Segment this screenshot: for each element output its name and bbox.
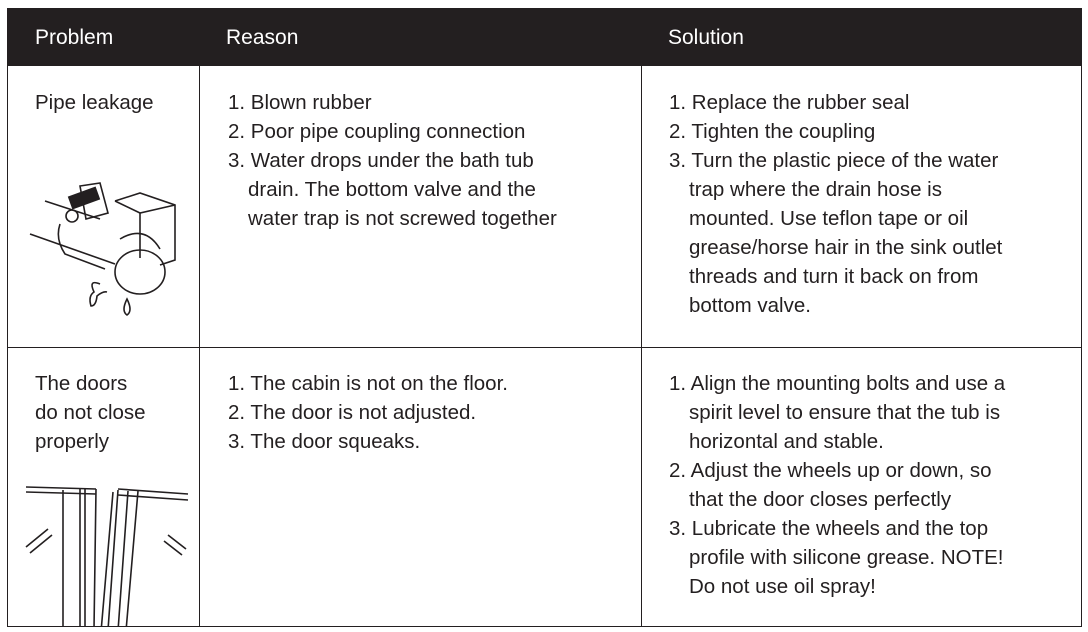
list-item-line: 2. Adjust the wheels up or down, so: [669, 459, 992, 482]
list-item-line: profile with silicone grease. NOTE!: [689, 546, 1004, 569]
list-item-line: 1. Replace the rubber seal: [669, 91, 910, 114]
column-divider: [199, 66, 200, 626]
list-item-line: 2. Tighten the coupling: [669, 120, 876, 143]
problem-doors-not-closing: [35, 369, 146, 456]
list-item-line: 1. Align the mounting bolts and use a: [669, 372, 1006, 395]
list-item-line: 3. Turn the plastic piece of the water: [669, 149, 999, 172]
problem-line: do not close: [35, 401, 146, 424]
header-problem: Problem: [35, 26, 114, 49]
list-item: [228, 146, 557, 233]
solutions-pipe-leakage: [669, 88, 1002, 320]
problem-pipe-leakage: Pipe leakage: [35, 91, 154, 114]
list-item-line: 3. Lubricate the wheels and the top: [669, 517, 989, 540]
reasons-pipe-leakage: [228, 88, 557, 233]
list-item: [669, 456, 1005, 514]
list-item-line: bottom valve.: [689, 294, 811, 317]
list-item-line: 1. The cabin is not on the floor.: [228, 372, 508, 395]
list-item-line: 2. The door is not adjusted.: [228, 401, 477, 424]
list-item-line: threads and turn it back on from: [689, 265, 979, 288]
list-item-line: spirit level to ensure that the tub is: [689, 401, 1001, 424]
door-seal-illustration: [18, 477, 193, 627]
table-header: [8, 9, 1081, 66]
list-item: [228, 369, 508, 398]
list-item: [228, 427, 508, 456]
list-item-line: trap where the drain hose is: [689, 178, 942, 201]
list-item: [228, 398, 508, 427]
row-divider: [8, 347, 1081, 348]
header-solution: Solution: [668, 26, 744, 49]
list-item-line: 2. Poor pipe coupling connection: [228, 120, 526, 143]
header-reason: Reason: [226, 26, 299, 49]
list-item: [669, 514, 1005, 601]
list-item-line: 3. The door squeaks.: [228, 430, 421, 453]
list-item-line: Do not use oil spray!: [689, 575, 876, 598]
problem-line: The doors: [35, 372, 128, 395]
list-item: [669, 146, 1002, 320]
list-item-line: drain. The bottom valve and the: [248, 178, 536, 201]
column-divider: [641, 66, 642, 626]
list-item: [228, 117, 557, 146]
troubleshooting-table: [7, 8, 1082, 627]
list-item-line: 1. Blown rubber: [228, 91, 372, 114]
list-item-line: mounted. Use teflon tape or oil: [689, 207, 969, 230]
list-item: [228, 88, 557, 117]
list-item-line: that the door closes perfectly: [689, 488, 952, 511]
solutions-doors: [669, 369, 1005, 601]
list-item: [669, 88, 1002, 117]
problem-line: properly: [35, 430, 110, 453]
list-item: [669, 369, 1005, 456]
list-item-line: 3. Water drops under the bath tub: [228, 149, 534, 172]
reasons-doors: [228, 369, 508, 456]
list-item-line: water trap is not screwed together: [248, 207, 557, 230]
pipe-leakage-illustration: [20, 174, 190, 324]
list-item-line: horizontal and stable.: [689, 430, 884, 453]
list-item-line: grease/horse hair in the sink outlet: [689, 236, 1003, 259]
list-item: [669, 117, 1002, 146]
